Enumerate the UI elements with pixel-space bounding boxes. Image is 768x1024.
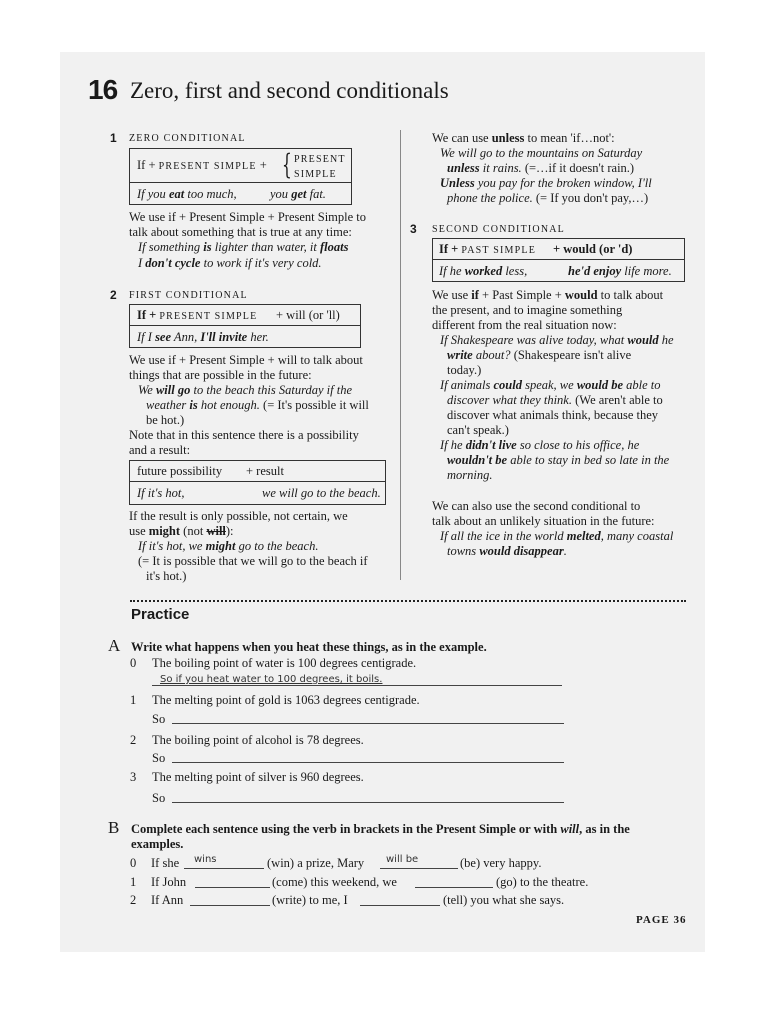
item-text: The boiling point of alcohol is 78 degrees. (152, 733, 364, 747)
exercise-letter: B (108, 818, 120, 837)
example: If he worked less, (439, 264, 528, 278)
page-title: Zero, first and second conditionals (130, 78, 449, 103)
text-line: and a result: (129, 443, 191, 457)
text-line: We use if + Present Simple + Present Simple to (129, 210, 367, 224)
text-line: (= It is possible that we will go to the beach if (138, 554, 368, 568)
example-line: today.) (447, 363, 482, 377)
item-text: If Ann (151, 893, 184, 907)
page-number: PAGE 36 (636, 914, 687, 926)
so-label: So (152, 791, 166, 805)
example-result: he'd enjoy life more. (568, 264, 672, 278)
answer-input[interactable] (172, 723, 564, 724)
example-line: If animals could speak, we would be able to (440, 378, 661, 392)
formula: If + PRESENT SIMPLE + (137, 158, 267, 172)
example-line: wouldn't be able to stay in bed so late in the (447, 453, 670, 467)
example-answer: wins (194, 854, 217, 865)
answer-line (380, 868, 458, 869)
item-text: The melting point of silver is 960 degrees. (152, 770, 364, 784)
example-line: morning. (447, 468, 493, 482)
example-line: If something is lighter than water, it floats (138, 240, 349, 254)
example-answer: So if you heat water to 100 degrees, it boils. (160, 674, 383, 685)
answer-input[interactable] (172, 762, 564, 763)
item-text: (write) to me, I (272, 893, 348, 907)
example-line: If he didn't live so close to his office, he (440, 438, 640, 452)
text-line: things that are possible in the future: (129, 368, 312, 382)
section-number: 3 (410, 222, 417, 236)
box-divider (432, 259, 685, 260)
formula-result: + will (or 'll) (276, 308, 340, 322)
formula: If + PRESENT SIMPLE (137, 308, 258, 322)
example-line: I don't cycle to work if it's very cold. (138, 256, 322, 270)
example-line: We will go to the beach this Saturday if the (138, 383, 353, 397)
example-line: can't speak.) (447, 423, 509, 437)
answer-input[interactable] (415, 887, 493, 888)
text-line: We can also use the second conditional to (432, 499, 641, 513)
section-number: 1 (110, 131, 117, 145)
item-text: (go) to the theatre. (496, 875, 589, 889)
exercise-instruction: examples. (131, 837, 184, 851)
section-heading: FIRST CONDITIONAL (129, 290, 248, 301)
box-divider (129, 182, 352, 183)
example-line: unless it rains. (=…if it doesn't rain.) (447, 161, 635, 175)
item-number: 1 (130, 875, 137, 889)
example: If I see Ann, I'll invite her. (137, 330, 269, 344)
box-divider (129, 325, 361, 326)
text-line: If the result is only possible, not certain, we (129, 509, 348, 523)
column-divider (400, 130, 401, 580)
item-text: (come) this weekend, we (272, 875, 397, 889)
example-line: If Shakespeare was alive today, what would he (440, 333, 674, 347)
dotted-separator (130, 600, 686, 602)
example-line: We will go to the mountains on Saturday (440, 146, 643, 160)
item-text: The boiling point of water is 100 degrees centigrade. (152, 656, 417, 670)
section-number: 2 (110, 288, 117, 302)
item-text: If she (151, 856, 180, 870)
example: we will go to the beach. (262, 486, 381, 500)
example-line: be hot.) (146, 413, 185, 427)
example-line: discover what animals think, because they (447, 408, 659, 422)
section-heading: SECOND CONDITIONAL (432, 224, 565, 235)
item-number: 3 (130, 770, 137, 784)
formula-simple: SIMPLE (294, 169, 337, 180)
example-line: Unless you pay for the broken window, I'll (440, 176, 652, 190)
so-label: So (152, 712, 166, 726)
text-line: it's hot.) (146, 569, 187, 583)
item-number: 0 (130, 656, 137, 670)
text-line: Note that in this sentence there is a possibility (129, 428, 359, 442)
brace: { (282, 148, 292, 181)
example-line: discover what they think. (We aren't able to (447, 393, 663, 407)
exercise-instruction: Complete each sentence using the verb in brackets in the Present Simple or with will, as in the (131, 822, 630, 836)
practice-heading: Practice (131, 606, 190, 623)
unit-number: 16 (88, 74, 118, 105)
item-number: 2 (130, 893, 137, 907)
text-line: the present, and to imagine something (432, 303, 623, 317)
box-label: future possibility (137, 464, 223, 478)
example-answer: will be (386, 854, 419, 865)
text-line: different from the real situation now: (432, 318, 617, 332)
so-label: So (152, 751, 166, 765)
text-line: We can use unless to mean 'if…not': (432, 131, 615, 145)
box-label: + result (246, 464, 284, 478)
item-text: (win) a prize, Mary (267, 856, 365, 870)
text-line: We use if + Past Simple + would to talk about (432, 288, 664, 302)
example-line: If all the ice in the world melted, many coastal (440, 529, 674, 543)
answer-input[interactable] (195, 887, 270, 888)
text-line: talk about an unlikely situation in the future: (432, 514, 655, 528)
text-line: We use if + Present Simple + will to talk about (129, 353, 363, 367)
answer-line (184, 868, 264, 869)
formula-result: + would (or 'd) (553, 242, 633, 256)
answer-input[interactable] (360, 905, 440, 906)
example-line: towns would disappear. (447, 544, 567, 558)
item-number: 0 (130, 856, 137, 870)
exercise-letter: A (108, 636, 121, 655)
item-number: 1 (130, 693, 137, 707)
item-text: (be) very happy. (460, 856, 542, 870)
item-text: If John (151, 875, 187, 889)
example-line: phone the police. (= If you don't pay,…) (447, 191, 649, 205)
answer-input[interactable] (190, 905, 270, 906)
formula: If + PAST SIMPLE (439, 242, 537, 256)
example-result: you get fat. (270, 187, 326, 201)
item-text: (tell) you what she says. (443, 893, 565, 907)
item-text: The melting point of gold is 1063 degrees centigrade. (152, 693, 420, 707)
answer-input[interactable] (172, 802, 564, 803)
text-line: talk about something that is true at any time: (129, 225, 352, 239)
formula-present: PRESENT (294, 154, 346, 165)
example: If it's hot, (137, 486, 185, 500)
example-line: If it's hot, we might go to the beach. (138, 539, 319, 553)
item-number: 2 (130, 733, 137, 747)
answer-line (152, 685, 562, 686)
text-line: use might (not will): (129, 524, 234, 538)
example-line: weather is hot enough. (= It's possible it will (146, 398, 369, 412)
exercise-instruction: Write what happens when you heat these things, as in the example. (131, 640, 487, 654)
section-heading: ZERO CONDITIONAL (129, 133, 246, 144)
example: If you eat too much, (137, 187, 237, 201)
box-divider (129, 481, 386, 482)
example-line: write about? (Shakespeare isn't alive (447, 348, 632, 362)
